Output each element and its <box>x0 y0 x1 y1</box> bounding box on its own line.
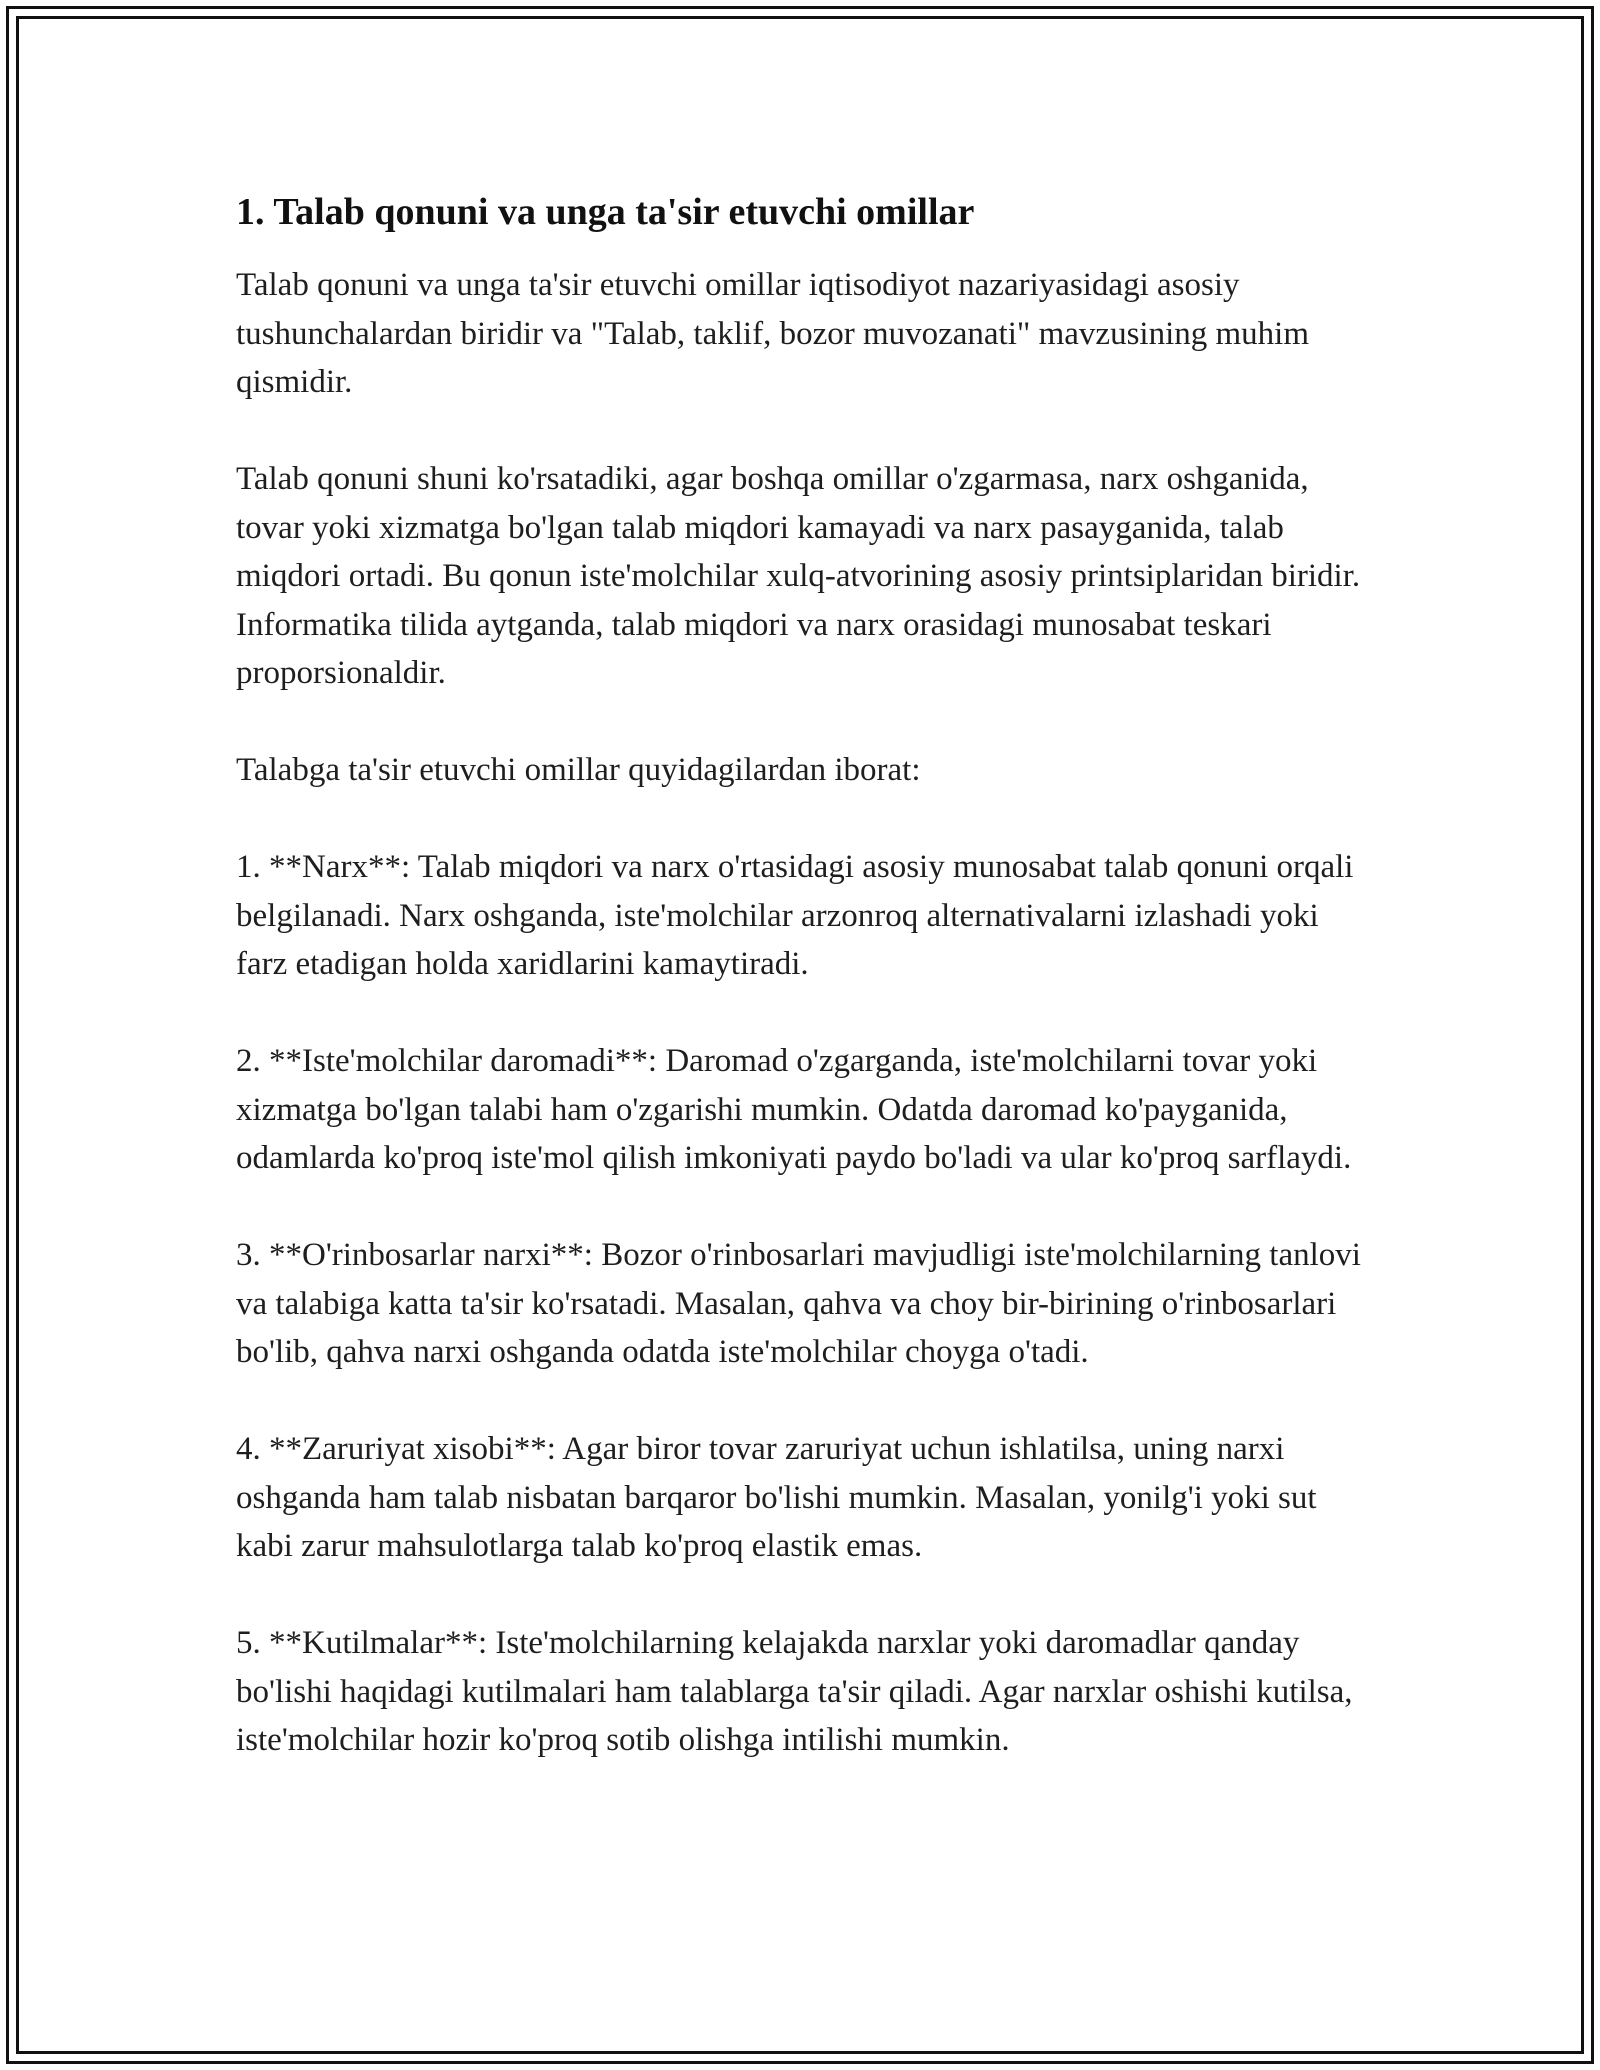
factor-item-expectations: 5. **Kutilmalar**: Iste'molchilarning kelajakda narxlar yoki daromadlar qanday bo'lishi haqidagi kutilmalari ham talablarga ta'sir qiladi. Agar narxlar oshishi kutilsa, iste'molchilar hozir ko'proq sotib olishga intilishi mumkin. <box>236 1625 1353 1758</box>
document-body <box>236 188 1376 1765</box>
factor-item-income: 2. **Iste'molchilar daromadi**: Daromad o'zgarganda, iste'molchilarni tovar yoki xizmatga bo'lgan talabi ham o'zgarishi mumkin. Odatda daromad ko'payganida, odamlarda ko'proq iste'mol qilish imkoniyati paydo bo'ladi va ular ko'proq sarflaydi. <box>236 1043 1352 1176</box>
factor-item-substitutes: 3. **O'rinbosarlar narxi**: Bozor o'rinbosarlari mavjudligi iste'molchilarning tanlovi va talabiga katta ta'sir ko'rsatadi. Masalan, qahva va choy bir-birining o'rinbosarlari bo'lib, qahva narxi oshganda odatda iste'molchilar choyga o'tadi. <box>236 1237 1361 1370</box>
intro-paragraph: Talab qonuni va unga ta'sir etuvchi omillar iqtisodiyot nazariyasidagi asosiy tushunchalardan biridir va "Talab, taklif, bozor muvozanati" mavzusining muhim qismidir. <box>236 267 1310 400</box>
document-title: 1. Talab qonuni va unga ta'sir etuvchi omillar <box>236 191 975 233</box>
law-of-demand-paragraph: Talab qonuni shuni ko'rsatadiki, agar boshqa omillar o'zgarmasa, narx oshganida, tovar yoki xizmatga bo'lgan talab miqdori kamayadi va narx pasayganida, talab miqdori ortadi. Bu qonun iste'molchilar xulq-atvorining asosiy printsiplaridan biridir. Informatika tilida aytganda, talab miqdori va narx orasidagi munosabat teskari proporsionaldir. <box>236 461 1361 691</box>
factor-item-price: 1. **Narx**: Talab miqdori va narx o'rtasidagi asosiy munosabat talab qonuni orqali belgilanadi. Narx oshganda, iste'molchilar arzonroq alternativalarni izlashadi yoki farz etadigan holda xaridlarini kamaytiradi. <box>236 849 1354 982</box>
factors-intro-paragraph: Talabga ta'sir etuvchi omillar quyidagilardan iborat: <box>236 752 921 788</box>
factor-item-necessity: 4. **Zaruriyat xisobi**: Agar biror tovar zaruriyat uchun ishlatilsa, uning narxi oshganda ham talab nisbatan barqaror bo'lishi mumkin. Masalan, yonilg'i yoki sut kabi zarur mahsulotlarga talab ko'proq elastik emas. <box>236 1431 1317 1564</box>
